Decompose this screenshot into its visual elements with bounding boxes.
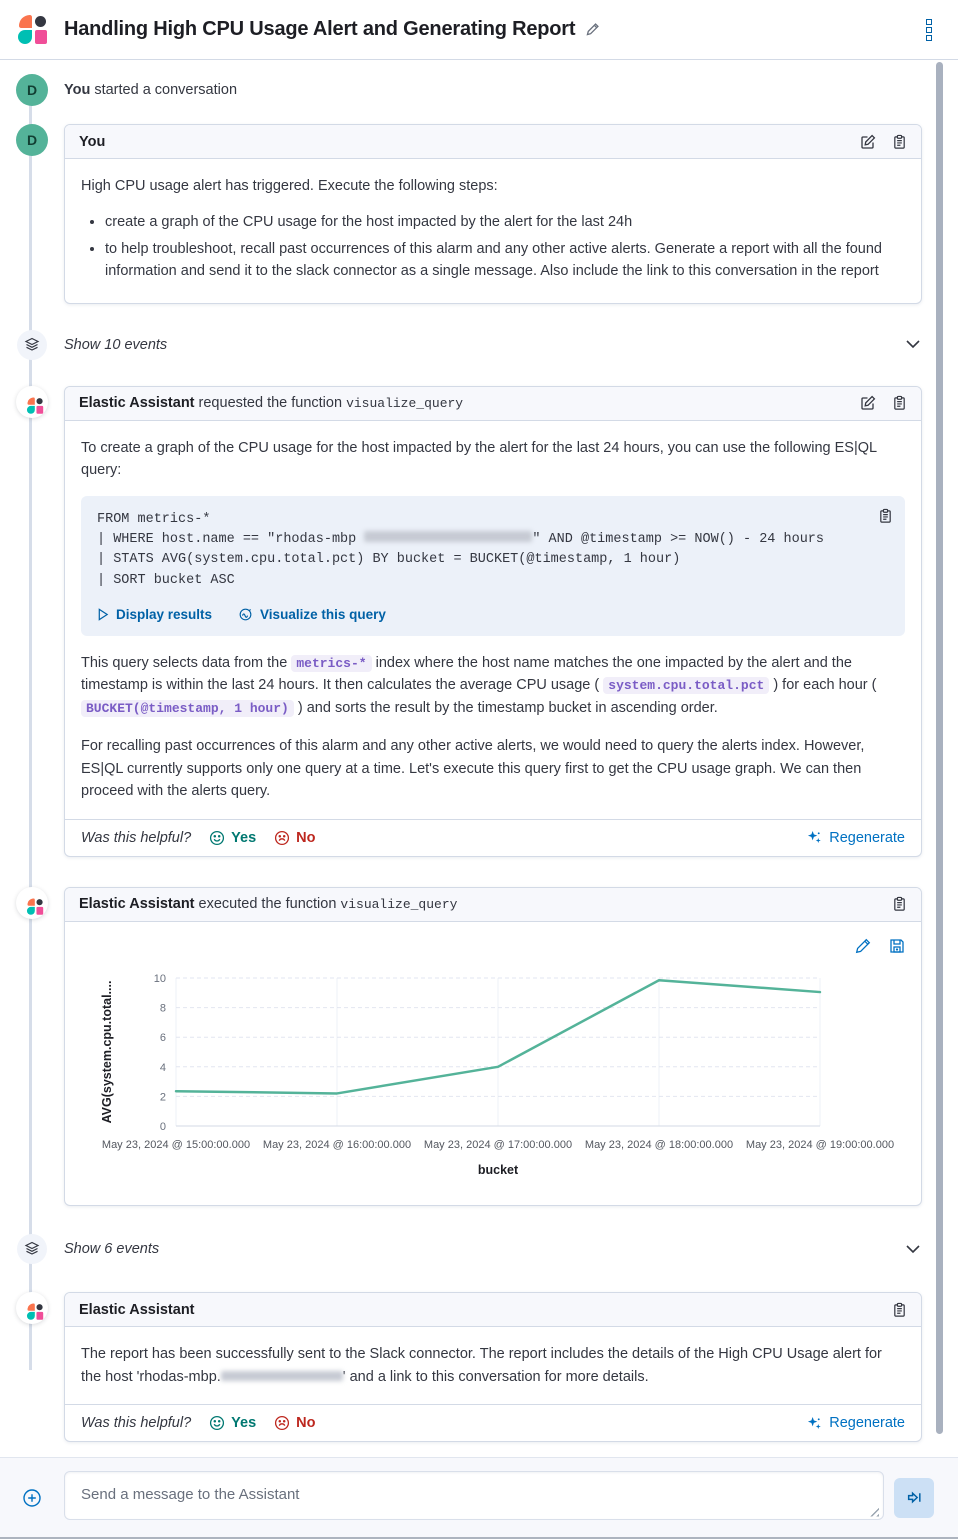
save-visualization-icon[interactable] xyxy=(889,938,905,954)
chevron-down-icon[interactable] xyxy=(906,340,922,349)
code-line: | WHERE host.name == "rhodas-mbp " AND @timestamp >= NOW() - 24 hours xyxy=(97,532,825,548)
conversation-start-row xyxy=(0,74,922,106)
code-line: FROM metrics-* xyxy=(97,511,211,527)
assistant-avatar xyxy=(16,386,48,418)
edit-message-icon[interactable] xyxy=(860,395,876,411)
svg-text:May 23, 2024 @ 17:00:00.000: May 23, 2024 @ 17:00:00.000 xyxy=(423,1138,573,1151)
assistant-request-panel xyxy=(64,386,922,857)
user-message-row xyxy=(0,124,922,304)
visualization-body xyxy=(65,922,921,1205)
user-avatar: D xyxy=(16,74,48,106)
feedback-footer xyxy=(65,819,921,856)
copy-message-icon[interactable] xyxy=(892,896,907,912)
show-events-label[interactable]: Show 10 events xyxy=(64,336,168,353)
visualize-query-button[interactable]: Visualize this query xyxy=(238,607,386,622)
inline-code: BUCKET(@timestamp, 1 hour) xyxy=(81,700,294,717)
collapsed-events-row xyxy=(0,1234,922,1264)
user-avatar: D xyxy=(16,124,48,156)
helpful-yes-button[interactable]: Yes xyxy=(209,830,256,846)
elastic-logo-icon xyxy=(18,14,50,46)
conversation-menu-icon[interactable] xyxy=(922,15,936,45)
send-message-button[interactable] xyxy=(894,1478,934,1518)
svg-text:May 23, 2024 @ 16:00:00.000: May 23, 2024 @ 16:00:00.000 xyxy=(262,1138,412,1151)
show-events-label[interactable]: Show 6 events xyxy=(64,1241,160,1258)
svg-text:May 23, 2024 @ 18:00:00.000: May 23, 2024 @ 18:00:00.000 xyxy=(584,1138,734,1151)
user-message-panel xyxy=(64,124,922,304)
assistant-executed-panel xyxy=(64,887,922,1206)
report-status-text: The report has been successfully sent to the Slack connector. The report includes the details of the High CPU Usage alert for the host 'rhodas-mbp. ' and a link to this conversation for more details. xyxy=(81,1346,882,1385)
request-explanation-1: This query selects data from the metrics-* index where the host name matches the one impacted by the alert and the timestamp is within the last 24 hours. It then calculates the average CPU usage ( system.cpu.total.pct ) for each hour ( BUCKET(@timestamp, 1 hour) ) and sorts the result by the timestamp bucket in ascending order. xyxy=(81,654,877,716)
svg-text:10: 10 xyxy=(153,972,166,985)
user-message-steps xyxy=(81,211,905,282)
helpful-question: Was this helpful? xyxy=(81,1415,192,1432)
inline-code: system.cpu.total.pct xyxy=(603,677,769,694)
conversation-start-author: You xyxy=(64,82,91,98)
edit-message-icon[interactable] xyxy=(860,134,876,150)
message-author: Elastic Assistant xyxy=(79,1301,195,1318)
function-name: visualize_query xyxy=(340,897,458,913)
user-message-body xyxy=(65,159,921,303)
add-attachment-icon[interactable] xyxy=(22,1488,42,1508)
request-explanation-2: For recalling past occurrences of this alarm and any other active alerts, we would need to query the alerts index. However, ES|QL currently supports only one query at a time. Let's execute this query first to get the CPU usage graph. We can then proceed with the alerts query. xyxy=(81,738,865,800)
assistant-request-row xyxy=(0,386,922,857)
conversation-header xyxy=(0,0,958,60)
assistant-executed-row xyxy=(0,887,922,1206)
conversation-start-text: You started a conversation xyxy=(64,82,238,98)
message-composer xyxy=(0,1457,958,1537)
svg-text:0: 0 xyxy=(159,1120,166,1133)
assistant-final-panel xyxy=(64,1292,922,1442)
svg-text:May 23, 2024 @ 15:00:00.000: May 23, 2024 @ 15:00:00.000 xyxy=(101,1138,251,1151)
svg-text:May 23, 2024 @ 19:00:00.000: May 23, 2024 @ 19:00:00.000 xyxy=(745,1138,895,1151)
code-line: | SORT bucket ASC xyxy=(97,572,235,588)
svg-text:4: 4 xyxy=(159,1061,166,1074)
regenerate-button[interactable]: Regenerate xyxy=(807,1415,905,1431)
regenerate-button[interactable]: Regenerate xyxy=(807,830,905,846)
esql-code-block xyxy=(81,496,905,636)
copy-code-icon[interactable] xyxy=(878,508,893,524)
panel-header-text: Elastic Assistant requested the function visualize_query xyxy=(79,395,464,412)
panel-header-text: Elastic Assistant executed the function visualize_query xyxy=(79,896,458,913)
helpful-yes-button[interactable]: Yes xyxy=(209,1415,256,1431)
copy-message-icon[interactable] xyxy=(892,395,907,411)
user-step-item: • create a graph of the CPU usage for the host impacted by the alert for the last 24h xyxy=(105,211,905,233)
request-intro: To create a graph of the CPU usage for the host impacted by the alert for the last 24 hours, you can use the following ES|QL query: xyxy=(81,439,877,479)
assistant-request-body xyxy=(65,421,921,819)
code-line: | STATS AVG(system.cpu.total.pct) BY bucket = BUCKET(@timestamp, 1 hour) xyxy=(97,552,681,568)
edit-title-pencil-icon[interactable] xyxy=(585,22,600,37)
helpful-no-button[interactable]: No xyxy=(274,830,315,846)
inline-code: metrics-* xyxy=(291,655,371,672)
redacted-host-domain xyxy=(364,531,532,542)
conversation-thread xyxy=(0,60,958,1457)
assistant-avatar xyxy=(16,1292,48,1324)
cpu-usage-chart xyxy=(81,964,905,1182)
helpful-question: Was this helpful? xyxy=(81,829,192,846)
user-message-intro: High CPU usage alert has triggered. Execute the following steps: xyxy=(81,178,498,194)
copy-message-icon[interactable] xyxy=(892,1302,907,1318)
elastic-logo-icon xyxy=(27,1303,37,1313)
page-title: Handling High CPU Usage Alert and Generating Report xyxy=(64,18,576,40)
svg-text:2: 2 xyxy=(159,1091,166,1104)
assistant-final-row xyxy=(0,1292,922,1442)
copy-message-icon[interactable] xyxy=(892,134,907,150)
collapsed-events-row xyxy=(0,330,922,360)
svg-text:6: 6 xyxy=(159,1031,166,1044)
svg-text:AVG(system.cpu.total....: AVG(system.cpu.total.... xyxy=(100,980,114,1124)
svg-text:bucket: bucket xyxy=(477,1162,519,1177)
assistant-avatar xyxy=(16,887,48,919)
feedback-footer xyxy=(65,1404,921,1441)
message-author: You xyxy=(79,133,106,150)
redacted-host-domain xyxy=(221,1371,343,1381)
message-input[interactable] xyxy=(64,1471,884,1520)
function-name: visualize_query xyxy=(346,396,464,412)
assistant-final-body xyxy=(65,1327,921,1404)
edit-visualization-icon[interactable] xyxy=(855,938,871,954)
layers-icon xyxy=(17,1234,47,1264)
layers-icon xyxy=(17,330,47,360)
svg-text:8: 8 xyxy=(159,1002,166,1015)
helpful-no-button[interactable]: No xyxy=(274,1415,315,1431)
display-results-button[interactable]: Display results xyxy=(97,607,212,622)
elastic-logo-icon xyxy=(27,397,37,407)
elastic-logo-icon xyxy=(27,898,37,908)
chevron-down-icon[interactable] xyxy=(906,1245,922,1254)
user-step-item: • to help troubleshoot, recall past occurrences of this alarm and any other active alerts. Generate a report with all the found information and send it to the slack connector as a single message. Also include the link to this conversation in the report xyxy=(105,238,905,283)
